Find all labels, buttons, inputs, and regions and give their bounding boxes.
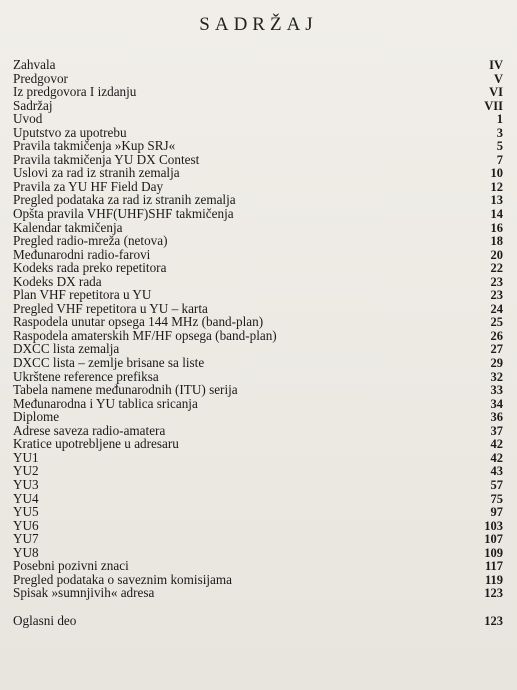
toc-entry — [13, 505, 505, 519]
toc-entry-page: 123 — [484, 586, 503, 601]
toc-entry-title: YU5 — [13, 504, 39, 520]
toc-entry-title: Raspodela unutar opsega 144 MHz (band-plan) — [13, 314, 264, 330]
toc-entry — [13, 424, 505, 438]
toc-entry — [13, 573, 505, 587]
toc-entry-title: DXCC lista zemalja — [13, 341, 120, 357]
toc-entry-page: 27 — [490, 342, 503, 357]
toc-entry-page: 119 — [484, 572, 503, 587]
toc-entry-page: 42 — [490, 450, 503, 465]
toc-entry — [13, 329, 505, 343]
toc-entry-page: VII — [484, 98, 503, 113]
toc-entry — [13, 112, 505, 126]
toc-entry — [13, 180, 505, 194]
toc-entry-title: Uvod — [13, 111, 43, 127]
toc-entry — [13, 464, 505, 478]
toc-entry-page: 26 — [490, 328, 503, 343]
toc-entry-title: Posebni pozivni znaci — [13, 558, 129, 574]
toc-entry — [13, 383, 505, 397]
toc-entry — [13, 410, 505, 424]
toc-entry-title: Predgovor — [13, 70, 68, 86]
toc-entry — [13, 342, 505, 356]
toc-entry-title: Iz predgovora I izdanju — [13, 84, 137, 100]
toc-entry — [13, 559, 505, 573]
toc-entry-page: 20 — [490, 247, 503, 262]
toc-entry-title: Uputstvo za upotrebu — [13, 124, 127, 140]
toc-entry-title: Opšta pravila VHF(UHF)SHF takmičenja — [13, 206, 234, 222]
toc-entry — [13, 397, 505, 411]
toc-entry — [13, 248, 505, 262]
toc-entry-title: Plan VHF repetitora u YU — [13, 287, 152, 303]
toc-entry-title: Sadržaj — [13, 97, 53, 113]
toc-entry-title: Oglasni deo — [13, 612, 77, 628]
table-of-contents — [13, 58, 505, 627]
toc-entry — [13, 370, 505, 384]
toc-entry — [13, 302, 505, 316]
toc-entry-page: 12 — [490, 179, 503, 194]
toc-entry-title: Međunarodni radio-farovi — [13, 246, 151, 262]
toc-entry-page: 18 — [490, 234, 503, 249]
toc-entry-title: Zahvala — [13, 57, 56, 72]
toc-entry-page: V — [493, 71, 503, 86]
toc-entry — [13, 221, 505, 235]
toc-entry-title: YU6 — [13, 517, 39, 533]
toc-entry-page: 22 — [490, 261, 503, 276]
toc-entry-title: Kratice upotrebljene u adresaru — [13, 436, 179, 452]
toc-entry-title: YU8 — [13, 544, 39, 560]
toc-entry — [13, 139, 505, 153]
toc-entry-title: YU3 — [13, 476, 39, 492]
toc-entry-page: 23 — [490, 288, 503, 303]
toc-entry-title: YU4 — [13, 490, 39, 506]
toc-entry-page: 123 — [484, 613, 503, 628]
toc-entry-page: 25 — [490, 315, 503, 330]
page-title: SADRŽAJ — [199, 14, 318, 35]
toc-entry-title: Ukrštene reference prefiksa — [13, 368, 159, 384]
toc-entry-page: 117 — [484, 559, 503, 574]
toc-entry-title: Pregled podataka za rad iz stranih zemalja — [13, 192, 236, 208]
toc-entry — [13, 99, 505, 113]
toc-entry-page: 13 — [490, 193, 503, 208]
toc-entry — [13, 532, 505, 546]
toc-entry-title: Kodeks DX rada — [13, 273, 102, 289]
toc-entry — [13, 126, 505, 140]
toc-entry-title: Uslovi za rad iz stranih zemalja — [13, 165, 180, 181]
toc-entry-title: Raspodela amaterskih MF/HF opsega (band-plan) — [13, 327, 277, 343]
toc-entry — [13, 72, 505, 86]
toc-entry — [13, 356, 505, 370]
toc-entry — [13, 288, 505, 302]
toc-entry — [13, 234, 505, 248]
toc-entry-title: DXCC lista – zemlje brisane sa liste — [13, 355, 205, 371]
toc-entry — [13, 492, 505, 506]
toc-entry — [13, 85, 505, 99]
toc-entry — [13, 207, 505, 221]
toc-entry-page: 7 — [496, 152, 503, 167]
toc-entry — [13, 546, 505, 560]
toc-entry-page: 75 — [490, 491, 503, 506]
toc-entry-page: 34 — [490, 396, 503, 411]
toc-entry — [13, 478, 505, 492]
toc-entry — [13, 586, 505, 600]
toc-entry-page: 3 — [496, 125, 503, 140]
toc-entry-page: 107 — [484, 532, 503, 547]
toc-entry-page: 29 — [490, 356, 503, 371]
toc-entry-page: 16 — [490, 220, 503, 235]
toc-entry-title: YU7 — [13, 531, 39, 547]
toc-entry-title: Kodeks rada preko repetitora — [13, 260, 167, 276]
toc-entry-title: Pregled radio-mreža (netova) — [13, 233, 168, 249]
toc-entry — [13, 275, 505, 289]
toc-entry — [13, 451, 505, 465]
toc-entry-title: Međunarodna i YU tablica sricanja — [13, 395, 198, 411]
toc-entry-page: 37 — [490, 423, 503, 438]
toc-entry-title: Adrese saveza radio-amatera — [13, 422, 166, 438]
toc-entry-page: 43 — [490, 464, 503, 479]
toc-entry-title: YU2 — [13, 463, 39, 479]
toc-entry-page: 10 — [490, 166, 503, 181]
toc-entry — [13, 193, 505, 207]
toc-entry-title: Pregled podataka o saveznim komisijama — [13, 571, 232, 587]
toc-entry-page: 109 — [484, 545, 503, 560]
toc-entry-title: Diplome — [13, 409, 60, 425]
toc-entry-page: 32 — [490, 369, 503, 384]
toc-entry — [13, 519, 505, 533]
toc-entry-page: 97 — [490, 505, 503, 520]
toc-entry-title: Pregled VHF repetitora u YU – karta — [13, 300, 208, 316]
toc-entry — [13, 153, 505, 167]
toc-entry-page: 1 — [496, 112, 503, 127]
toc-entry — [13, 315, 505, 329]
toc-entry-page: 24 — [490, 301, 503, 316]
toc-entry-page: 5 — [496, 139, 503, 154]
toc-entry-page: 14 — [490, 207, 503, 222]
toc-entry-title: Tabela namene međunarodnih (ITU) serija — [13, 382, 238, 398]
toc-entry-page: VI — [489, 85, 503, 100]
toc-entry — [13, 437, 505, 451]
toc-entry-title: Pravila za YU HF Field Day — [13, 178, 164, 194]
toc-entry — [13, 58, 505, 72]
toc-entry — [13, 261, 505, 275]
toc-entry-title: YU1 — [13, 449, 39, 465]
toc-entry — [13, 166, 505, 180]
toc-entry-title: Pravila takmičenja »Kup SRJ« — [13, 138, 176, 154]
toc-entry-page: 42 — [490, 437, 503, 452]
toc-entry-page: 57 — [490, 477, 503, 492]
toc-entry-page: 33 — [490, 383, 503, 398]
toc-entry-page: 36 — [490, 410, 503, 425]
toc-entry-title: Pravila takmičenja YU DX Contest — [13, 151, 200, 167]
toc-entry — [13, 614, 505, 628]
toc-entry-title: Spisak »sumnjivih« adresa — [13, 585, 155, 601]
toc-entry-page: IV — [489, 58, 503, 72]
toc-entry-page: 23 — [490, 274, 503, 289]
toc-entry-page: 103 — [484, 518, 503, 533]
toc-entry-title: Kalendar takmičenja — [13, 219, 123, 235]
